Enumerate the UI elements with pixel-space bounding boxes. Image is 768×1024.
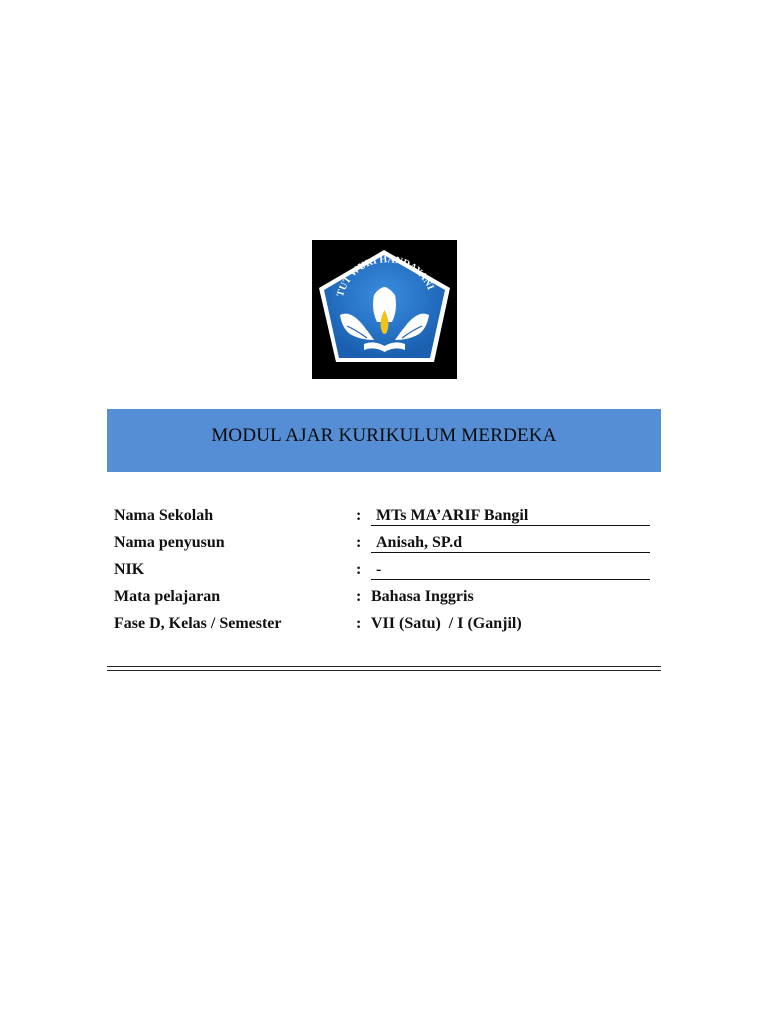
- info-colon: :: [356, 534, 362, 551]
- info-value: Bahasa Inggris: [371, 588, 474, 605]
- info-label: NIK: [114, 561, 145, 578]
- info-row-nama-sekolah: [114, 505, 654, 532]
- info-colon: :: [356, 588, 362, 605]
- tut-wuri-handayani-logo: [312, 240, 457, 379]
- info-row-mata-pelajaran: [114, 586, 654, 613]
- info-value: MTs MA’ARIF Bangil: [371, 507, 650, 526]
- info-row-nama-penyusun: [114, 532, 654, 559]
- double-divider: [107, 666, 661, 671]
- info-colon: :: [356, 561, 362, 578]
- info-section: [114, 505, 654, 640]
- title-band: [107, 409, 661, 472]
- info-label: Nama penyusun: [114, 534, 225, 551]
- info-row-fase-kelas-semester: [114, 613, 654, 640]
- document-title: MODUL AJAR KURIKULUM MERDEKA: [211, 425, 557, 446]
- info-colon: :: [356, 507, 362, 524]
- tut-wuri-handayani-emblem-icon: [312, 240, 457, 379]
- info-value: Anisah, SP.d: [371, 534, 650, 553]
- info-label: Fase D, Kelas / Semester: [114, 615, 282, 632]
- info-value: VII (Satu) / I (Ganjil): [371, 615, 522, 632]
- info-row-nik: [114, 559, 654, 586]
- logo-motto: TUT WURI HANDAYANI: [335, 254, 436, 299]
- info-label: Nama Sekolah: [114, 507, 214, 524]
- info-label: Mata pelajaran: [114, 588, 221, 605]
- info-value: -: [371, 561, 650, 580]
- info-colon: :: [356, 615, 362, 632]
